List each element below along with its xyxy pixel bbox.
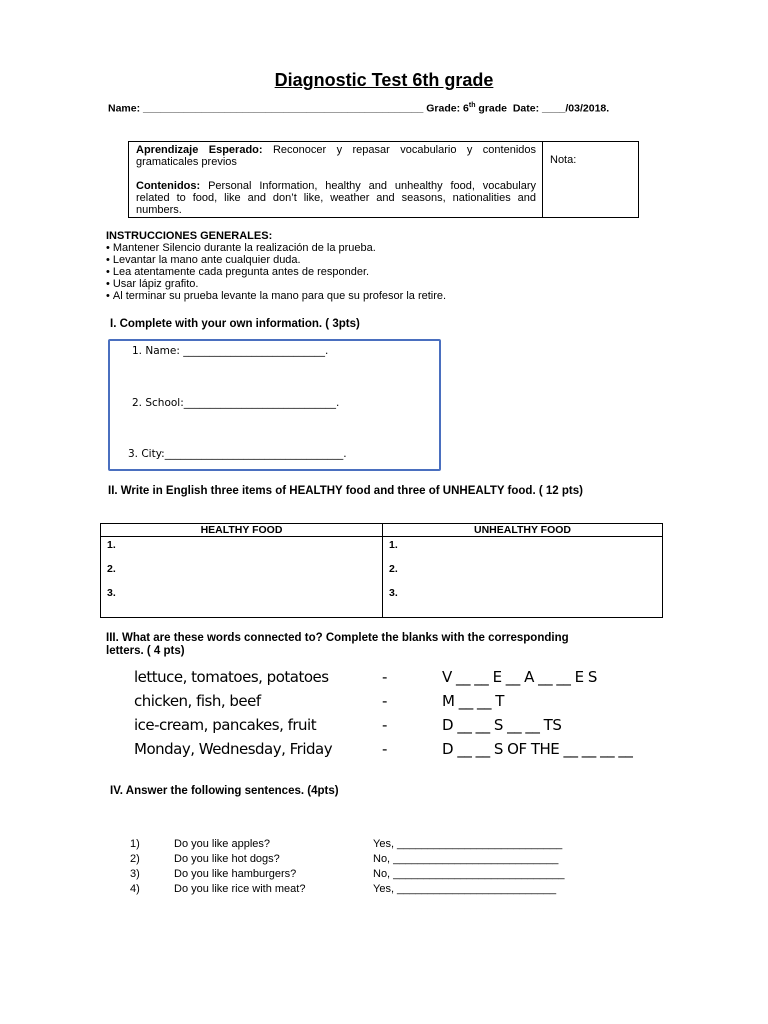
name-field[interactable]: 1. Name: ___________________________. [132, 345, 329, 357]
instructions-heading: INSTRUCCIONES GENERALES: [106, 230, 273, 242]
answer-line[interactable]: No, ___________________________ [373, 853, 559, 865]
question-number: 4) [130, 883, 140, 895]
aprendizaje-text: Reconocer y repasar vocabulario y contenidos gramaticales previos [136, 144, 536, 168]
food-table [100, 523, 663, 618]
dash: - [382, 716, 387, 734]
unhealthy-header: UNHEALTHY FOOD [383, 524, 663, 537]
word-group: lettuce, tomatoes, potatoes [134, 668, 329, 686]
answer-blanks[interactable]: V __ __ E __ A __ __ E S [442, 668, 597, 686]
unhealthy-cell[interactable] [383, 537, 663, 618]
row-number: 2. [389, 563, 398, 575]
question-number: 1) [130, 838, 140, 850]
page-title: Diagnostic Test 6th grade [274, 70, 494, 90]
row-number: 2. [107, 563, 116, 575]
dash: - [382, 740, 387, 758]
date-value[interactable]: ____/03/2018. [542, 102, 610, 115]
personal-info-box [108, 339, 441, 471]
row-number: 1. [389, 539, 398, 551]
question-text: Do you like hamburgers? [174, 868, 297, 880]
dash: - [382, 668, 387, 686]
aprendizaje-label: Aprendizaje Esperado: [136, 144, 263, 156]
word-group: chicken, fish, beef [134, 692, 261, 710]
answer-line[interactable]: Yes, ___________________________ [373, 838, 563, 850]
row-number: 3. [389, 587, 398, 599]
question-text: Do you like rice with meat? [174, 883, 306, 895]
date-label: Date: [512, 102, 540, 115]
section1-heading: I. Complete with your own information. ( 3pts) [110, 318, 360, 330]
instruction-item: • Mantener Silencio durante la realización de la prueba. [106, 242, 446, 254]
grade-label: Grade: 6 [426, 102, 469, 115]
instruction-item: • Usar lápiz grafito. [106, 278, 446, 290]
word-group: ice-cream, pancakes, fruit [134, 716, 317, 734]
question-text: Do you like apples? [174, 838, 271, 850]
header-line [108, 102, 609, 115]
healthy-cell[interactable] [101, 537, 383, 618]
answer-line[interactable]: Yes, __________________________ [373, 883, 557, 895]
question-number: 3) [130, 868, 140, 880]
answer-line[interactable]: No, ____________________________ [373, 868, 565, 880]
dash: - [382, 692, 387, 710]
answer-blanks[interactable]: D __ __ S __ __ TS [442, 716, 562, 734]
grade-sup: th [468, 102, 476, 109]
instruction-item: • Levantar la mano ante cualquier duda. [106, 254, 446, 266]
school-field[interactable]: 2. School:_____________________________. [132, 397, 340, 409]
contenidos-text: Personal Information, healthy and unhealthy food, vocabulary related to food, like and don’t like, weather and seasons, nationalities and numbers. [136, 180, 537, 216]
nota-label: Nota: [550, 154, 577, 166]
instructions [106, 230, 446, 302]
question-text: Do you like hot dogs? [174, 853, 280, 865]
city-field[interactable]: 3. City:__________________________________. [128, 448, 347, 460]
healthy-header: HEALTHY FOOD [101, 524, 383, 537]
grade-suffix: grade [478, 102, 507, 115]
question-number: 2) [130, 853, 140, 865]
row-number: 3. [107, 587, 116, 599]
section3-heading: III. What are these words connected to? Complete the blanks with the corresponding letters. ( 4 pts) [106, 632, 569, 657]
objectives-box [128, 141, 639, 218]
contenidos-label: Contenidos: [136, 180, 201, 192]
row-number: 1. [107, 539, 116, 551]
objectives-text [129, 142, 543, 217]
word-group: Monday, Wednesday, Friday [134, 740, 333, 758]
name-label: Name: [108, 102, 141, 115]
answer-blanks[interactable]: M __ __ T [442, 692, 504, 710]
instruction-item: • Al terminar su prueba levante la mano para que su profesor la retire. [106, 290, 446, 302]
instruction-item: • Lea atentamente cada pregunta antes de responder. [106, 266, 446, 278]
section2-heading: II. Write in English three items of HEALTHY food and three of UNHEALTY food. ( 12 pts) [108, 485, 583, 497]
name-blank[interactable]: ________________________________________________ [143, 102, 424, 115]
answer-blanks[interactable]: D __ __ S OF THE __ __ __ __ [442, 740, 633, 758]
section4-heading: IV. Answer the following sentences. (4pts) [110, 785, 339, 797]
